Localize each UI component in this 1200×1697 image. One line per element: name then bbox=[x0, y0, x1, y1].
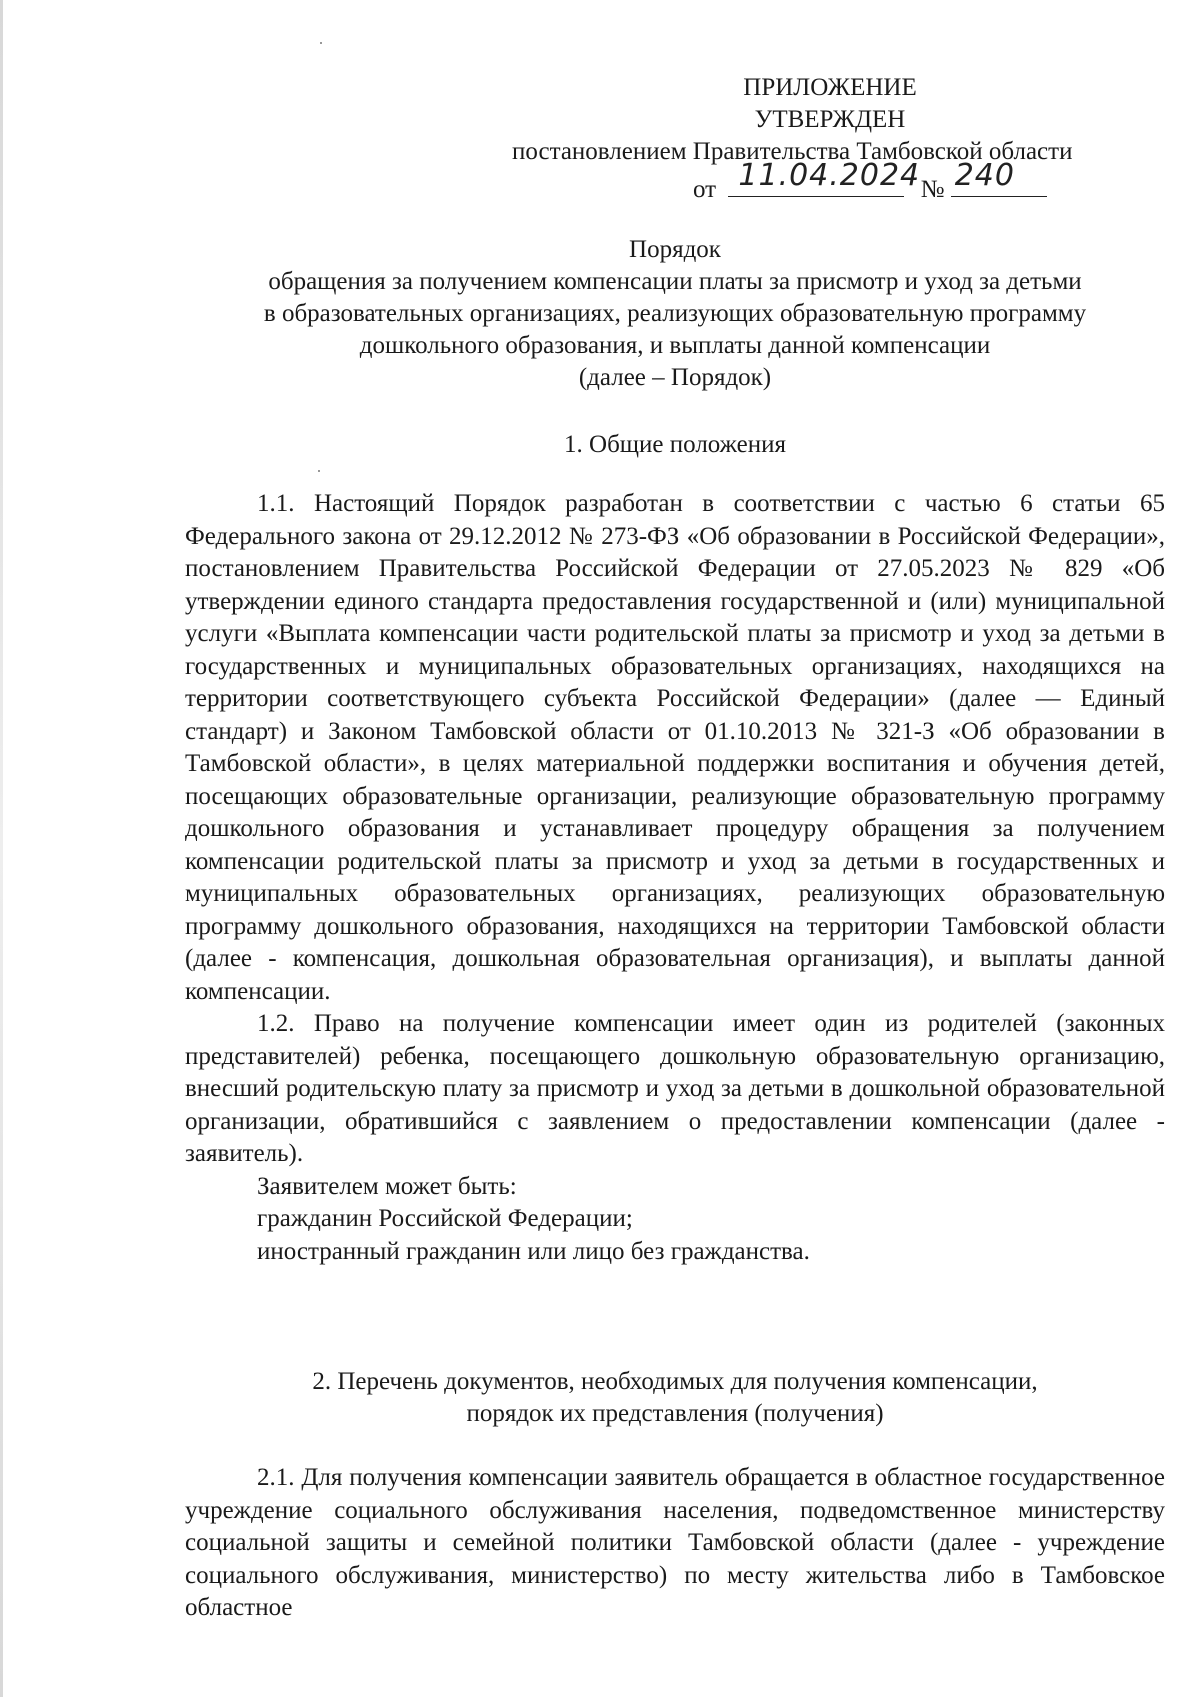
applicant-item: гражданин Российской Федерации; bbox=[257, 1205, 633, 1232]
handwritten-number: 240 bbox=[954, 158, 1015, 193]
applicant-item: иностранный гражданин или лицо без гражданства. bbox=[257, 1237, 810, 1265]
scan-edge bbox=[0, 0, 3, 1697]
appendix-label: ПРИЛОЖЕНИЕ bbox=[743, 74, 917, 101]
document-title bbox=[185, 234, 1165, 394]
section-2-body bbox=[185, 1462, 1165, 1625]
section-1-heading: 1. Общие положения bbox=[564, 431, 786, 458]
number-field bbox=[951, 158, 1047, 197]
scan-speck bbox=[320, 42, 322, 44]
paragraph-1-1: 1.1. Настоящий Порядок разработан в соответствии с частью 6 статьи 65 Федерального закона от 29.12.2012 № 273-ФЗ «Об образовании в Российской Федерации», постановлением Правительства Российской Федерации от 27.05.2023 № 829 «Об утверждении единого стандарта предоставления государственной и (или) муниципальной услуги «Выплата компенсации части родительской платы за присмотр и уход за детьми в государственных и муниципальных образовательных организациях, находящихся на территории соответствующего субъекта Российской Федерации» (далее — Единый стандарт) и Законом Тамбовской области от 01.10.2013 № 321-З «Об образовании в Тамбовской области», в целях материальной поддержки воспитания и обучения детей, посещающих образовательные организации, реализующие образовательную программу дошкольного образования и устанавливает процедуру обращения за получением компенсации родительской платы за присмотр и уход за детьми в государственных и муниципальных образовательных организациях, реализующих образовательную программу дошкольного образования, находящихся на территории Тамбовской области (далее - компенсация, дошкольная образовательная организация), и выплаты данной компенсации. bbox=[185, 490, 1165, 1005]
scan-speck bbox=[318, 470, 320, 472]
handwritten-date: 11.04.2024 bbox=[738, 158, 921, 193]
title-line: (далее – Порядок) bbox=[578, 364, 772, 391]
paragraph-2-1: 2.1. Для получения компенсации заявитель обращается в областное государственное учреждение социального обслуживания населения, подведомственное министерству социальной защиты и семейной политики Тамбовской области (далее - учреждение социального обслуживания, министерство) по месту жительства либо в Тамбовское областное bbox=[185, 1464, 1165, 1621]
section-2-heading-line: 2. Перечень документов, необходимых для получения компенсации, bbox=[312, 1368, 1038, 1395]
date-field bbox=[728, 158, 921, 197]
applicant-intro: Заявителем может быть: bbox=[257, 1172, 517, 1200]
resolution-date-row bbox=[693, 158, 1047, 206]
number-prefix: № bbox=[920, 176, 945, 203]
title-line: Порядок bbox=[629, 236, 721, 263]
date-prefix: от bbox=[693, 176, 717, 203]
title-line: в образовательных организациях, реализующих образовательную программу bbox=[263, 300, 1087, 327]
approved-label: УТВЕРЖДЕН bbox=[754, 106, 906, 133]
title-line: обращения за получением компенсации платы за присмотр и уход за детьми bbox=[268, 268, 1082, 295]
paragraph-1-2: 1.2. Право на получение компенсации имеет один из родителей (законных представителей) ребенка, посещающего дошкольную образовательную организацию, внесший родительскую плату за присмотр и уход за детьми в дошкольной образовательной организации, обратившийся с заявлением о предоставлении компенсации (далее - заявитель). bbox=[185, 1010, 1165, 1167]
resolution-label: постановлением Правительства Тамбовской области bbox=[512, 138, 1073, 165]
title-line: дошкольного образования, и выплаты данной компенсации bbox=[359, 332, 991, 359]
section-2-heading-line: порядок их представления (получения) bbox=[466, 1400, 884, 1427]
section-1-body bbox=[185, 488, 1165, 1268]
section-2-heading bbox=[185, 1366, 1165, 1430]
